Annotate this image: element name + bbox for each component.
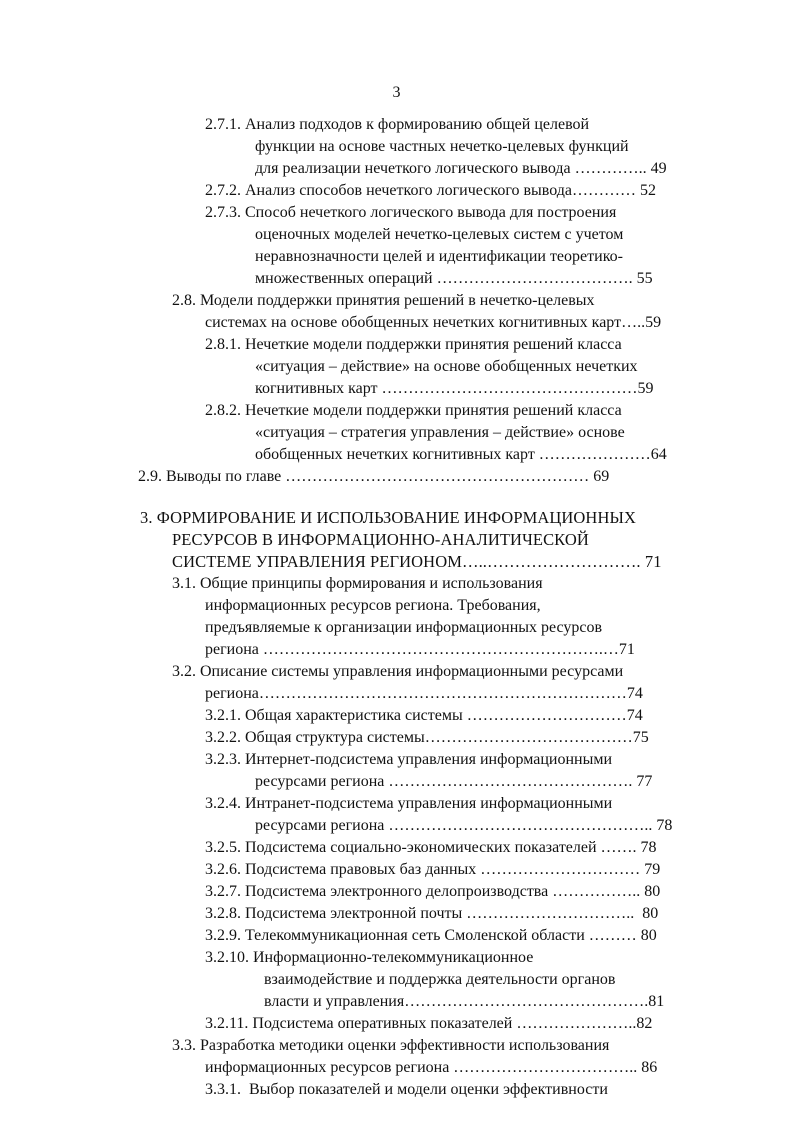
toc-line: ресурсами региона ………………………………………….. 78 [255,817,673,834]
toc-line: предъявляемые к организации информационных ресурсов [205,619,603,636]
toc-line: «ситуация – стратегия управления – действие» основе [255,424,625,441]
toc-line: ресурсами региона ………………………………………. 77 [255,773,653,790]
toc-line: 3.3. Разработка методики оценки эффективности использования [172,1037,610,1054]
toc-line: 2.8.2. Нечеткие модели поддержки принятия решений класса [205,402,622,419]
toc-line: 3.2.8. Подсистема электронной почты ………………………….. 80 [205,905,659,922]
toc-line: информационных ресурсов региона. Требования, [205,597,541,614]
chapter-title-line: 3. ФОРМИРОВАНИЕ И ИСПОЛЬЗОВАНИЕ ИНФОРМАЦИОННЫХ [140,508,636,527]
toc-line: 3.2.7. Подсистема электронного делопроизводства …………….. 80 [205,883,661,900]
toc-line: когнитивных карт …………………………………………59 [255,380,654,397]
toc-line: 3.2.11. Подсистема оперативных показателей …………………..82 [205,1015,653,1032]
toc-line: региона……………………………………………………………74 [205,685,643,702]
toc-line: 2.7.2. Анализ способов нечеткого логического вывода………… 52 [205,182,657,199]
toc-line: 2.7.3. Способ нечеткого логического вывода для построения [205,204,617,221]
toc-line: 2.9. Выводы по главе ………………………………………………… 69 [138,468,610,485]
chapter-title-line: РЕСУРСОВ В ИНФОРМАЦИОННО-АНАЛИТИЧЕСКОЙ [172,530,589,549]
toc-line: «ситуация – действие» на основе обобщенных нечетких [255,358,638,375]
toc-line: региона ……………………………………………………….…71 [205,641,635,658]
toc-line: системах на основе обобщенных нечетких когнитивных карт…..59 [205,314,662,331]
toc-line: для реализации нечеткого логического вывода ………….. 49 [255,160,667,177]
toc-line: 3.2.6. Подсистема правовых баз данных ………………………… 79 [205,861,661,878]
toc-line: 3.1. Общие принципы формирования и использования [172,575,543,592]
toc-line: 3.2. Описание системы управления информационными ресурсами [172,663,624,680]
toc-line: 3.2.10. Информационно-телекоммуникационное [205,949,534,966]
toc-line: обобщенных нечетких когнитивных карт …………………64 [255,446,667,463]
toc-line: 3.2.4. Интранет-подсистема управления информационными [205,795,613,812]
page-number: 3 [392,84,401,101]
toc-line: власти и управления……………………………………….81 [264,993,665,1010]
toc-line: 3.2.1. Общая характеристика системы …………………………74 [205,707,643,724]
toc-line: оценочных моделей нечетко-целевых систем с учетом [255,226,624,243]
toc-line: 3.2.3. Интернет-подсистема управления информационными [205,751,613,768]
toc-line: функции на основе частных нечетко-целевых функций [255,138,629,155]
toc-line: взаимодействие и поддержка деятельности органов [264,971,616,988]
toc-line: 2.8. Модели поддержки принятия решений в нечетко-целевых [172,292,595,309]
toc-line: 2.7.1. Анализ подходов к формированию общей целевой [205,116,590,133]
chapter-title-line: СИСТЕМЕ УПРАВЛЕНИЯ РЕГИОНОМ…..………………………. 71 [172,552,662,571]
toc-line: множественных операций ………………………………. 55 [255,270,653,287]
toc-line: информационных ресурсов региона …………………………….. 86 [205,1059,658,1076]
toc-line: неравнозначности целей и идентификации теоретико- [255,248,623,265]
toc-line: 2.8.1. Нечеткие модели поддержки принятия решений класса [205,336,622,353]
toc-line: 3.2.9. Телекоммуникационная сеть Смоленской области ……… 80 [205,927,657,944]
toc-line: 3.2.5. Подсистема социально-экономических показателей ……. 78 [205,839,657,856]
toc-line: 3.2.2. Общая структура системы…………………………………75 [205,729,649,746]
toc-line: 3.3.1. Выбор показателей и модели оценки эффективности [205,1081,608,1098]
